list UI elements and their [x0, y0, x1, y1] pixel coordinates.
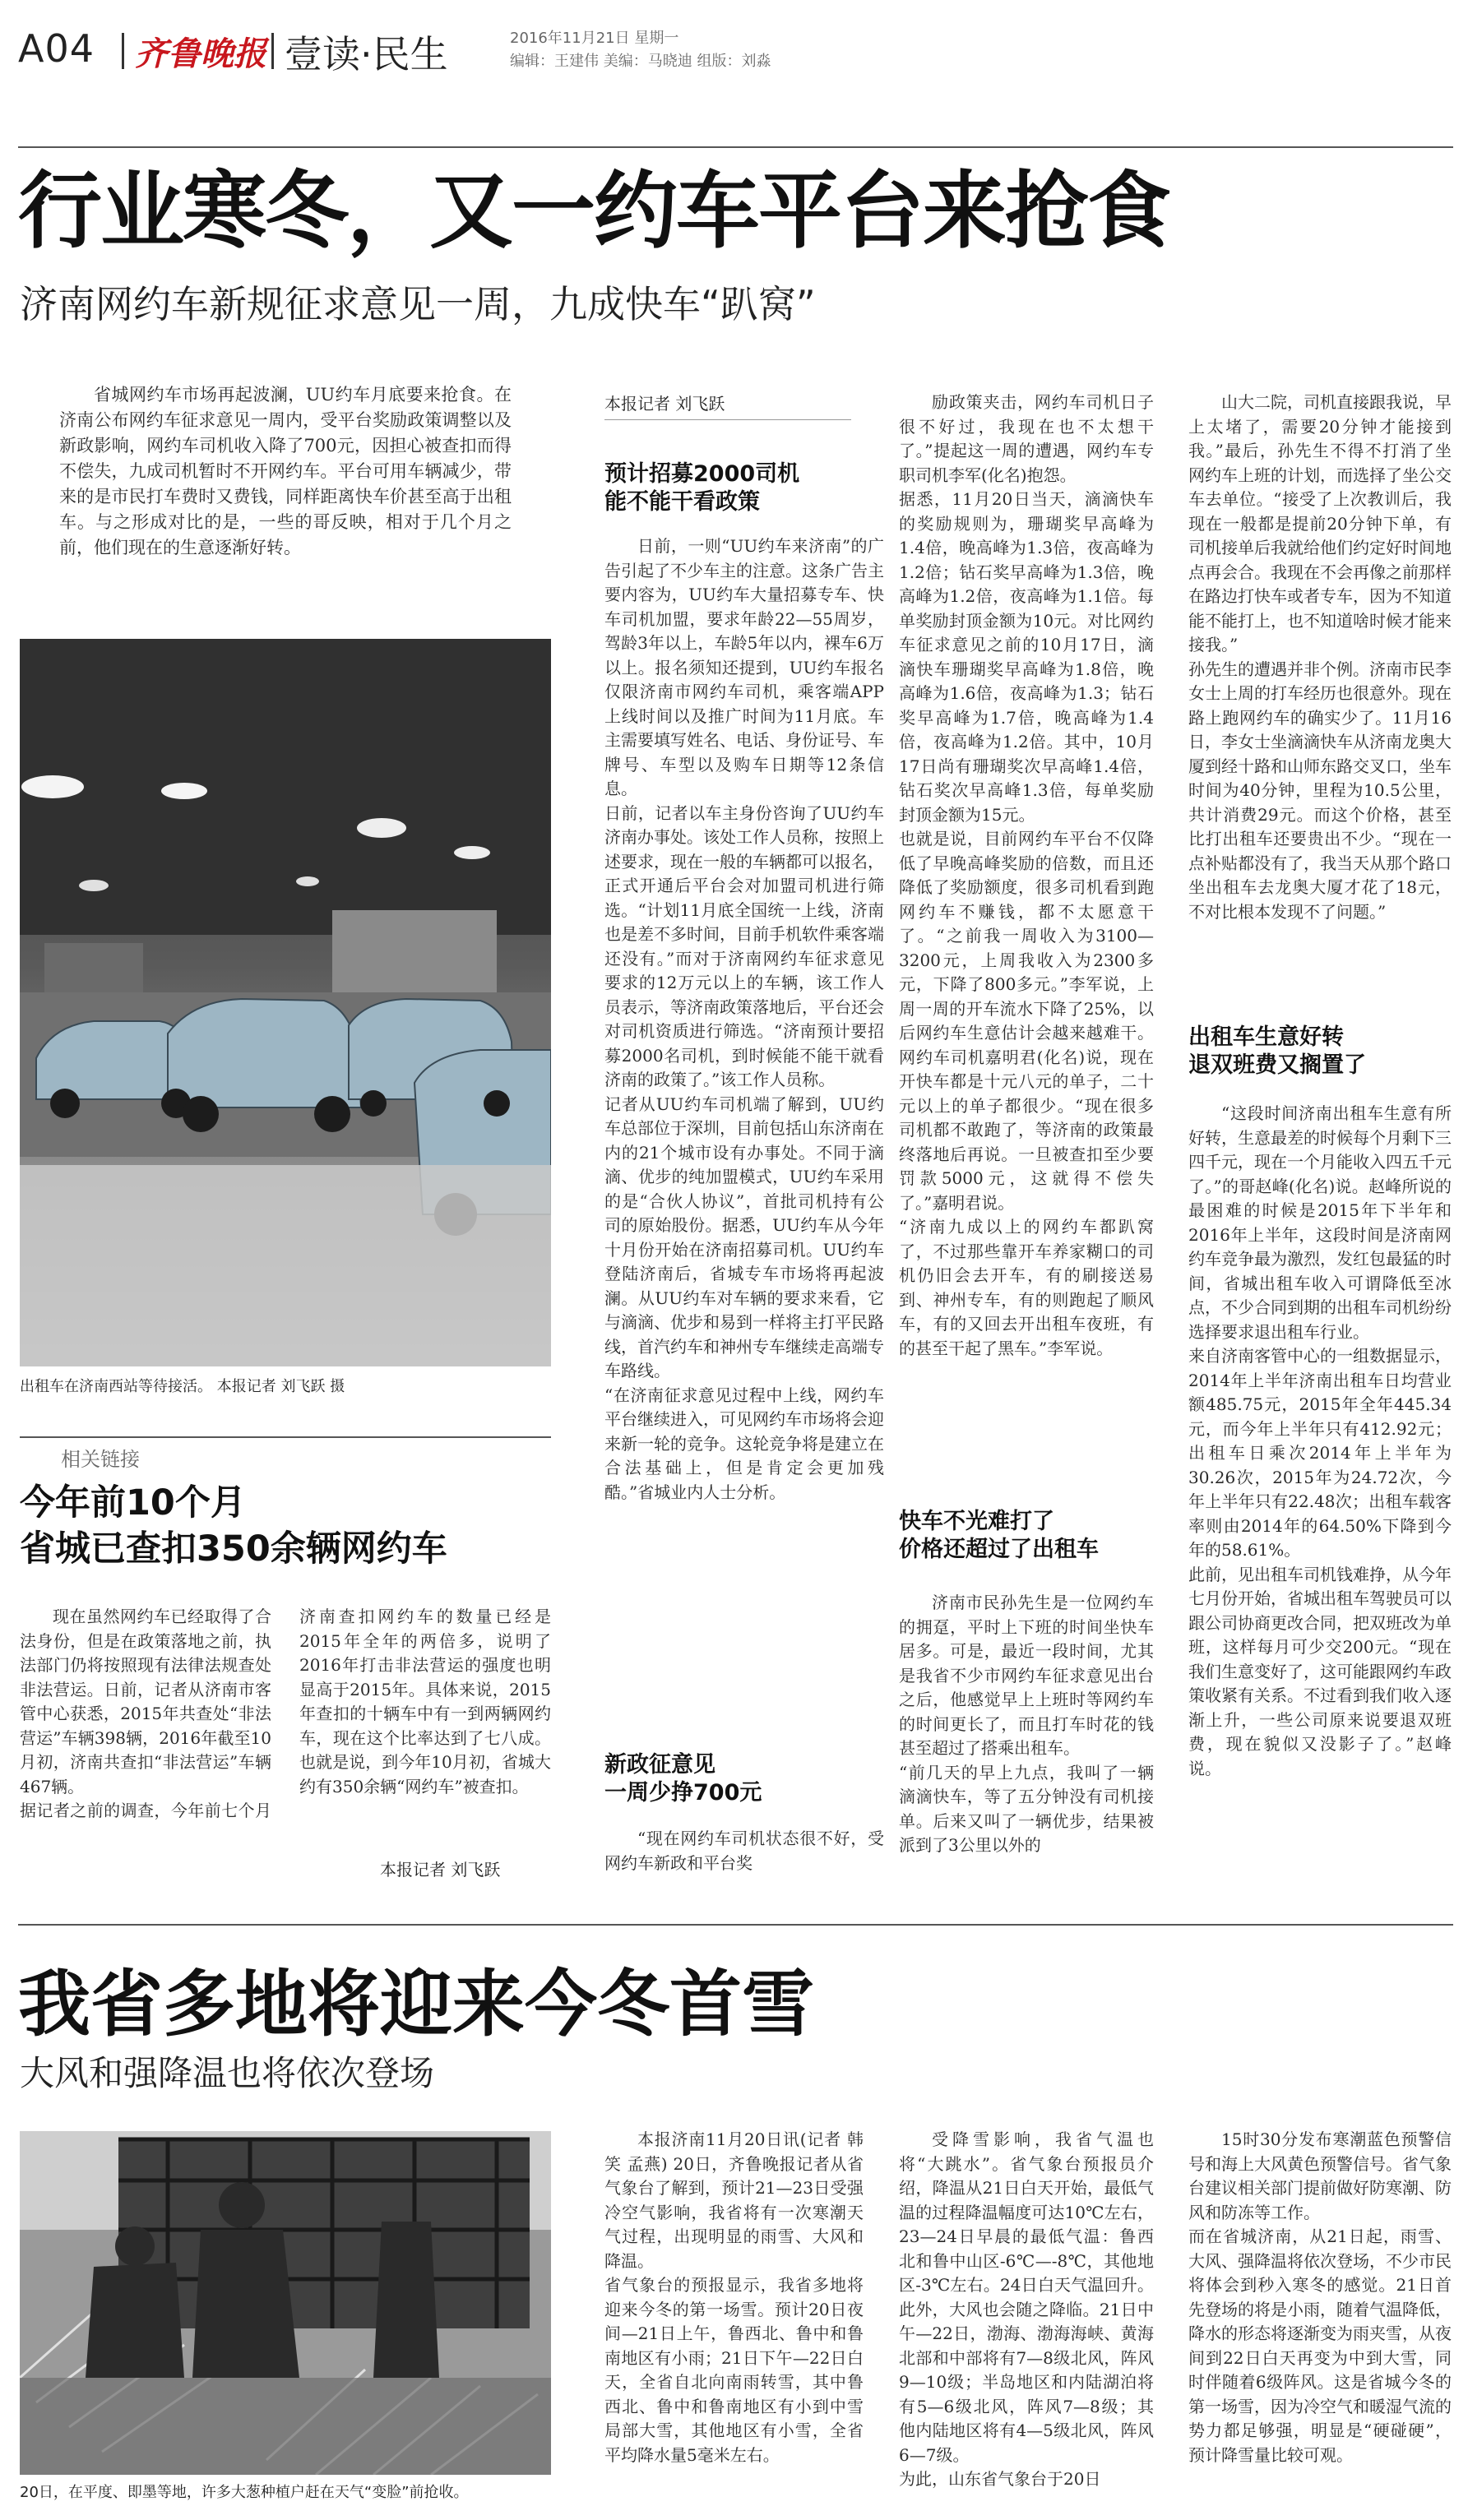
sidebar-headline: 今年前10个月 省城已查扣350余辆网约车 — [20, 1482, 447, 1570]
col2-body-1: 日前，一则“UU约车来济南”的广告引起了不少车主的注意。这条广告主要内容为，UU约车大量招募专车、快车司机加盟，要求年龄22—55周岁，驾龄3年以上，车龄5年以内，裸车6万以上。报名须知还提到，UU约车报名仅限济南市网约车司机，乘客端APP上线时间以及推广时间为11月底。车主需要填写姓名、电话、身份证号、车牌号、车型以及购车日期等12条信息。 日前，记者以车主身份咨询了UU约车济南办事处。该处工作人员称，按照上述要求，现在一般的车辆都可以报名，正式开通后平台会对加盟司机进行筛选。“计划11月底全国统一上线，济南也是差不多时间，目前手机软件乘客端还没有。”而对于济南网约车征求意见要求的12万元以上的车辆，该工作人员表示，等济南政策落地后，平台还会对司机资质进行筛选。“济南预计要招募2000名司机，到时候能不能干就看济南的政策了。”该工作人员称。 记者从UU约车司机端了解到，UU约车总部位于深圳，目前包括山东济南在内的21个城市设有办事处。不同于滴滴、优步的纯加盟模式，UU约车采用的是“合伙人协议”，首批司机持有公司的原始股份。据悉，UU约车从今年十月份开始在济南招募司机。UU约车登陆济南后，省城专车市场将再起波澜。从UU约车对车辆的要求来看，它与滴滴、优步和易到一样将主打平民路线，首汽约车和神州专车继续走高端专车路线。 “在济南征求意见过程中上线，网约车平台继续进入，可见网约车市场将会迎来新一轮的竞争。这轮竞争将是建立在合法基础上，但是肯定会更加残酷。”省城业内人士分析。 — [604, 536, 884, 1502]
issue-date: 2016年11月21日 星期一 — [510, 30, 679, 47]
taxi-photo — [20, 639, 551, 1366]
story-divider — [18, 1924, 1453, 1926]
scallion-photo-caption: 20日，在平度、即墨等地，许多大葱种植户赶在天气“变脸”前抢收。 — [20, 2484, 469, 2501]
section-name: 壹读·民生 — [285, 32, 448, 76]
sidebar-tag: 相关链接 — [61, 1448, 140, 1471]
col2-subhead-2: 新政征意见 一周少挣700元 — [604, 1752, 762, 1806]
staff-credits: 编辑：王建伟 美编：马晓迪 组版：刘淼 — [510, 53, 771, 70]
story2-subhead: 大风和强降温也将依次登场 — [20, 2053, 435, 2093]
col4-body-2: “这段时间济南出租车生意有所好转，生意最差的时候每个月剩下三四千元，现在一个月能收入四五千元了。”的哥赵峰(化名)说。赵峰所说的最困难的时候是2015年下半年和2016年上半年，这段时间是济南网约车竞争最为激烈，发红包最猛的时间，省城出租车收入可谓降低至冰点，不少合同到期的出租车司机纷纷选择要求退出租车行业。 来自济南客管中心的一组数据显示，2014年上半年济南出租车日均营业额485.75元，2015年全年445.34元，而今年上半年只有412.92元；出租车日乘次2014年上半年为30.26次，2015年为24.72次，今年上半年只有22.48次；出租车载客率则由2014年的64.50%下降到今年的58.61%。 此前，见出租车司机钱难挣，从今年七月份开始，省城出租车驾驶员可以跟公司协商更改合同，把双班改为单班，这样每月可少交200元。“现在我们生意变好了，这可能跟网约车政策收紧有关系。不过看到我们收入逐渐上升，一些公司原来说要退双班费，现在貌似又没影子了。”赵峰说。 — [1188, 1103, 1452, 1778]
taxi-photo-caption: 出租车在济南西站等待接活。 本报记者 刘飞跃 摄 — [20, 1378, 345, 1395]
story1-subhead: 济南网约车新规征求意见一周，九成快车“趴窝” — [20, 282, 816, 326]
header-divider — [271, 33, 274, 69]
col2-body-2: “现在网约车司机状态很不好，受网约车新政和平台奖 — [604, 1829, 884, 1873]
story1-headline: 行业寒冬，又一约车平台来抢食 — [18, 163, 1169, 261]
newspaper-logo: 齐鲁晚报 — [135, 35, 266, 73]
col3-body-2: 济南市民孙先生是一位网约车的拥趸，平时上下班的时间坐快车居多。可是，最近一段时间，尤其是我省不少市网约车征求意见出台之后，他感觉早上上班时等网约车的时间更长了，而且打车时花的钱甚至超过了搭乘出租车。 “前几天的早上九点，我叫了一辆滴滴快车，等了五分钟没有司机接单。后来又叫了一辆优步，结果被派到了3公里以外的 — [899, 1593, 1154, 1855]
header-rule — [18, 146, 1453, 148]
col2-subhead-1: 预计招募2000司机 能不能干看政策 — [604, 461, 800, 515]
story2-headline: 我省多地将迎来今冬首雪 — [18, 1962, 815, 2046]
story2-col2: 本报济南11月20日讯(记者 韩笑 孟燕) 20日，齐鲁晚报记者从省气象台了解到，预计21—23日受强冷空气影响，我省将有一次寒潮天气过程，出现明显的雨雪、大风和降温。 省气象台的预报显示，我省多地将迎来今冬的第一场雪。预计20日夜间—21日上午，鲁西北、鲁中和鲁南地区有小雨；21日下午—22日白天，全省自北向南雨转雪，其中鲁西北、鲁中和鲁南地区有小到中雪局部大雪，其他地区有小雪，全省平均降水量5毫米左右。 — [604, 2129, 864, 2465]
col3-body-1: 励政策夹击，网约车司机日子很不好过，我现在也不太想干了。”提起这一周的遭遇，网约车专职司机李军(化名)抱怨。 据悉，11月20日当天，滴滴快车的奖励规则为，珊瑚奖早高峰为1.4倍，晚高峰为1.3倍，夜高峰为1.2倍；钻石奖早高峰为1.3倍，晚高峰为1.2倍，夜高峰为1.1倍。每单奖励封顶金额为10元。对比网约车征求意见之前的10月17日，滴滴快车珊瑚奖早高峰为1.8倍，晚高峰为1.6倍，夜高峰为1.3；钻石奖早高峰为1.7倍，晚高峰为1.4倍，夜高峰为1.2倍。其中，10月17日尚有珊瑚奖次早高峰1.4倍，钻石奖次早高峰1.3倍，每单奖励封顶金额为15元。 也就是说，目前网约车平台不仅降低了早晚高峰奖励的倍数，而且还降低了奖励额度，很多司机看到跑网约车不赚钱，都不太愿意干了。“之前我一周收入为3100—3200元，上周我收入为2300多元，下降了800多元。”李军说，上周一周的开车流水下降了25%，以后网约车生意估计会越来越难干。网约车司机嘉明君(化名)说，现在开快车都是十元八元的单子，二十元以上的单子都很少。“现在很多司机都不敢跑了，等济南的政策最终落地后再说。一旦被查扣至少要罚款5000元，这就得不偿失了。”嘉明君说。 “济南九成以上的网约车都趴窝了，不过那些靠开车养家糊口的司机仍旧会去开车，有的刷接送易到、神州专车，有的则跑起了顺风车，有的又回去开出租车夜班，有的甚至干起了黑车。”李军说。 — [899, 392, 1154, 1358]
story2-col3: 受降雪影响，我省气温也将“大跳水”。省气象台预报员介绍，降温从21日白天开始，最低气温的过程降温幅度可达10℃左右，23—24日早晨的最低气温：鲁西北和鲁中山区-6℃—-8℃，其他地区-3℃左右。24日白天气温回升。此外，大风也会随之降临。21日中午—22日，渤海、渤海海峡、黄海北部和中部将有7—8级北风，阵风9—10级；半岛地区和内陆湖泊将有5—6级北风，阵风7—8级；其他内陆地区将有4—5级北风，阵风6—7级。 为此，山东省气象台于20日 — [899, 2129, 1154, 2489]
header-divider — [122, 33, 124, 69]
col3-subhead: 快车不光难打了 价格还超过了出租车 — [899, 1509, 1099, 1562]
story1-byline: 本报记者 刘飞跃 — [604, 391, 851, 420]
sidebar-top-rule — [20, 1436, 551, 1438]
page-number: A04 — [18, 26, 95, 71]
story2-col4: 15时30分发布寒潮蓝色预警信号和海上大风黄色预警信号。省气象台建议相关部门提前做好防寒潮、防风和防冻等工作。 而在省城济南，从21日起，雨雪、大风、强降温将依次登场，不少市民将体会到秒入寒冬的感觉。21日首先登场的将是小雨，随着气温降低，降水的形态将逐渐变为雨夹雪，从夜间到22日白天再变为中到大雪，同时伴随着6级阵风。这是省城今冬的第一场雪，因为冷空气和暖湿气流的势力都足够强，明显是“硬碰硬”，预计降雪量比较可观。 — [1188, 2129, 1452, 2465]
sidebar-body: 现在虽然网约车已经取得了合法身份，但是在政策落地之前，执法部门仍将按照现有法律法规查处非法营运。日前，记者从济南市客管中心获悉，2015年共查处“非法营运”车辆398辆，2016年截至10月初，济南共查扣“非法营运”车辆467辆。 据记者之前的调查，今年前七个月济南查扣网约车的数量已经是2015年全年的两倍多，说明了2016年打击非法营运的强度也明显高于2015年。具体来说，2015年查扣的十辆车中有一到两辆网约车，现在这个比率达到了七八成。也就是说，到今年10月初，省城大约有350余辆“网约车”被查扣。 — [20, 1607, 551, 1820]
story1-lead: 省城网约车市场再起波澜，UU约车月底要来抢食。在济南公布网约车征求意见一周内，受平台奖励政策调整以及新政影响，网约车司机收入降了700元，因担心被查扣而得不偿失，九成司机暂时不开网约车。平台可用车辆减少，带来的是市民打车费时又费钱，同样距离快车价甚至高于出租车。与之形成对比的是，一些的哥反映，相对于几个月之前，他们现在的生意逐渐好转。 — [59, 385, 512, 557]
col4-body-1: 山大二院，司机直接跟我说，早上太堵了，需要20分钟才能接到我。”最后，孙先生不得不打消了坐网约车上班的计划，而选择了坐公交车去单位。“接受了上次教训后，我现在一般都是提前20分钟下单，有司机接单后我就给他们约定好时间地点再会合。我现在不会再像之前那样在路边打快车或者专车，因为不知道能不能打上，也不知道啥时候才能来接我。” 孙先生的遭遇并非个例。济南市民李女士上周的打车经历也很意外。现在路上跑网约车的确实少了。11月16日，李女士坐滴滴快车从济南龙奥大厦到经十路和山师东路交叉口，坐车时间为40分钟，里程为10.5公里，共计消费29元。而这个价格，甚至比打出租车还要贵出不少。“现在一点补贴都没有了，我当天从那个路口坐出租车去龙奥大厦才花了18元，不对比根本发现不了问题。” — [1188, 392, 1452, 922]
col4-subhead: 出租车生意好转 退双班费又搁置了 — [1188, 1024, 1366, 1078]
scallion-harvest-photo — [20, 2131, 551, 2475]
sidebar-byline: 本报记者 刘飞跃 — [380, 1860, 501, 1880]
